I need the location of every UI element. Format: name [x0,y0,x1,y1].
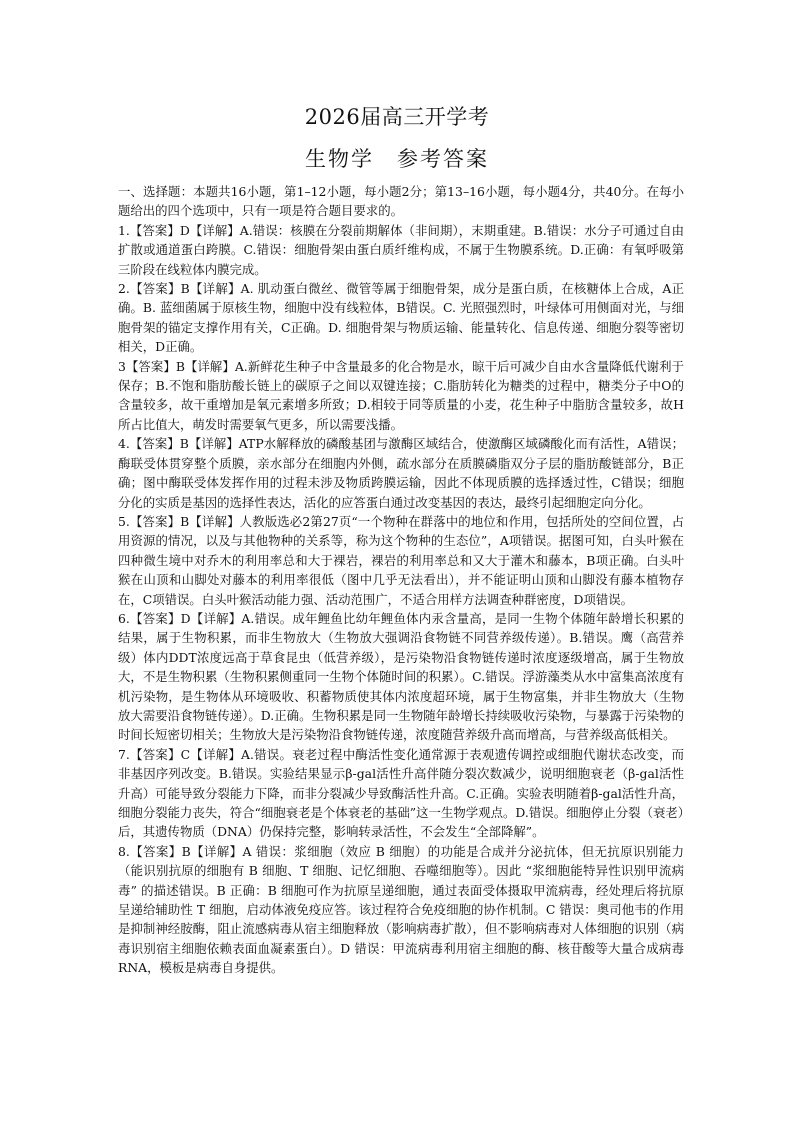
answer-item-4: 4.【答案】B【详解】ATP水解释放的磷酸基团与激酶区域结合，使激酶区域磷酸化而有活性，A错误；酶联受体贯穿整个质膜，亲水部分在细胞内外侧，疏水部分在质膜磷脂双分子层的脂肪酸链部分，B正确；图中酶联受体发挥作用的过程未涉及物质跨膜运输，因此不体现质膜的选择透过性，C错误；细胞分化的实质是基因的选择性表达，活化的应答蛋白通过改变基因的表达，最终引起细胞定向分化。 [118,436,684,510]
answer-item-5: 5.【答案】B【详解】人教版选必2第27页“一个物种在群落中的地位和作用，包括所处的空间位置，占用资源的情况，以及与其他物种的关系等，称为这个物种的生态位”，A项错误。据图可知，白头叶猴在四种微生境中对乔木的利用率总和大于裸岩，裸岩的利用率总和又大于灌木和藤本，B项正确。白头叶猴在山顶和山脚处对藤本的利用率很低（图中几乎无法看出），并不能证明山顶和山脚没有藤本植物存在，C项错误。白头叶猴活动能力强、活动范围广，不适合用样方法调查种群密度，D项错误。 [118,513,684,607]
section-intro: 一、选择题：本题共16小题，第1–12小题，每小题2分；第13–16小题，每小题4分，共40分。在每小题给出的四个选项中，只有一项是符合题目要求的。 [118,184,684,219]
answer-item-2: 2.【答案】B【详解】A. 肌动蛋白微丝、微管等属于细胞骨架，成分是蛋白质，在核糖体上合成，A正确。B. 蓝细菌属于原核生物，细胞中没有线粒体，B错误。C. 光照强烈时，叶绿体可用侧面对光，与细胞骨架的锚定支撑作用有关，C正确。D. 细胞骨架与物质运输、能量转化、信息传递、细胞分裂等密切相关，D正确。 [118,281,684,355]
answer-content [118,182,684,978]
answer-item-3: 3【答案】B【详解】A.新鲜花生种子中含量最多的化合物是水，晾干后可减少自由水含量降低代谢利于保存；B.不饱和脂肪酸长链上的碳原子之间以双键连接；C.脂肪转化为糖类的过程中，糖类分子中O的含量较多，故干重增加是氧元素增多所致；D.相较于同等质量的小麦，花生种子中脂肪含量较多，故H所占比值大，萌发时需要氧气更多，所以需要浅播。 [118,358,684,432]
answer-item-1: 1.【答案】D【详解】A.错误：核膜在分裂前期解体（非间期），末期重建。B.错误：水分子可通过自由扩散或通道蛋白跨膜。C.错误：细胞骨架由蛋白质纤维构成，不属于生物膜系统。D.正确：有氧呼吸第三阶段在线粒体内膜完成。 [118,222,684,277]
answer-item-6: 6.【答案】D【详解】A.错误。成年鲤鱼比幼年鲤鱼体内汞含量高，是同一生物个体随年龄增长积累的结果，属于生物积累，而非生物放大（生物放大强调沿食物链不同营养级传递）。B.错误。鹰（高营养级）体内DDT浓度远高于草食昆虫（低营养级），是污染物沿食物链传递时浓度逐级增高，属于生物放大，不是生物积累（生物积累侧重同一生物个体随时间的积累）。C.错误。浮游藻类从水中富集高浓度有机污染物，是生物体从环境吸收、积蓄物质使其体内浓度超环境，属于生物富集，并非生物放大（生物放大需要沿食物链传递）。D.正确。生物积累是同一生物随年龄增长持续吸收污染物，与暴露于污染物的时间长短密切相关；生物放大是污染物沿食物链传递，浓度随营养级升高而增高，与营养级高低相关。 [118,610,684,743]
page-title: 2026届高三开学考 [304,105,490,129]
answer-item-7: 7.【答案】C【详解】A.错误。衰老过程中酶活性变化通常源于表观遗传调控或细胞代谢状态改变，而非基因序列改变。B.错误。实验结果显示β-gal活性升高伴随分裂次数减少，说明细胞衰老（β-gal活性升高）可能导致分裂能力下降，而非分裂减少导致酶活性升高。C.正确。实验表明随着β-gal活性升高，细胞分裂能力丧失，符合“细胞衰老是个体衰老的基础”这一生物学观点。D.错误。细胞停止分裂（衰老）后，其遗传物质（DNA）仍保持完整，影响转录活性，不会发生“全部降解”。 [118,746,684,840]
page-subtitle: 生物学 参考答案 [305,147,489,171]
answer-item-8: 8.【答案】B【详解】A 错误：浆细胞（效应 B 细胞）的功能是合成并分泌抗体，但无抗原识别能力（能识别抗原的细胞有 B 细胞、T 细胞、记忆细胞、吞噬细胞等）。因此 “浆细胞能特异性识别甲流病毒” 的描述错误。B 正确：B 细胞可作为抗原呈递细胞，通过表面受体摄取甲流病毒，经处理后将抗原呈递给辅助性 T 细胞，启动体液免疫应答。该过程符合免疫细胞的协作机制。C 错误：奥司他韦的作用是抑制神经胺酶，阻止流感病毒从宿主细胞释放（影响病毒扩散），但不影响病毒对人体细胞的识别（病毒识别宿主细胞依赖表面血凝素蛋白）。D 错误：甲流病毒利用宿主细胞的酶、核苷酸等大量合成病毒RNA，模板是病毒自身提供。 [118,843,684,976]
